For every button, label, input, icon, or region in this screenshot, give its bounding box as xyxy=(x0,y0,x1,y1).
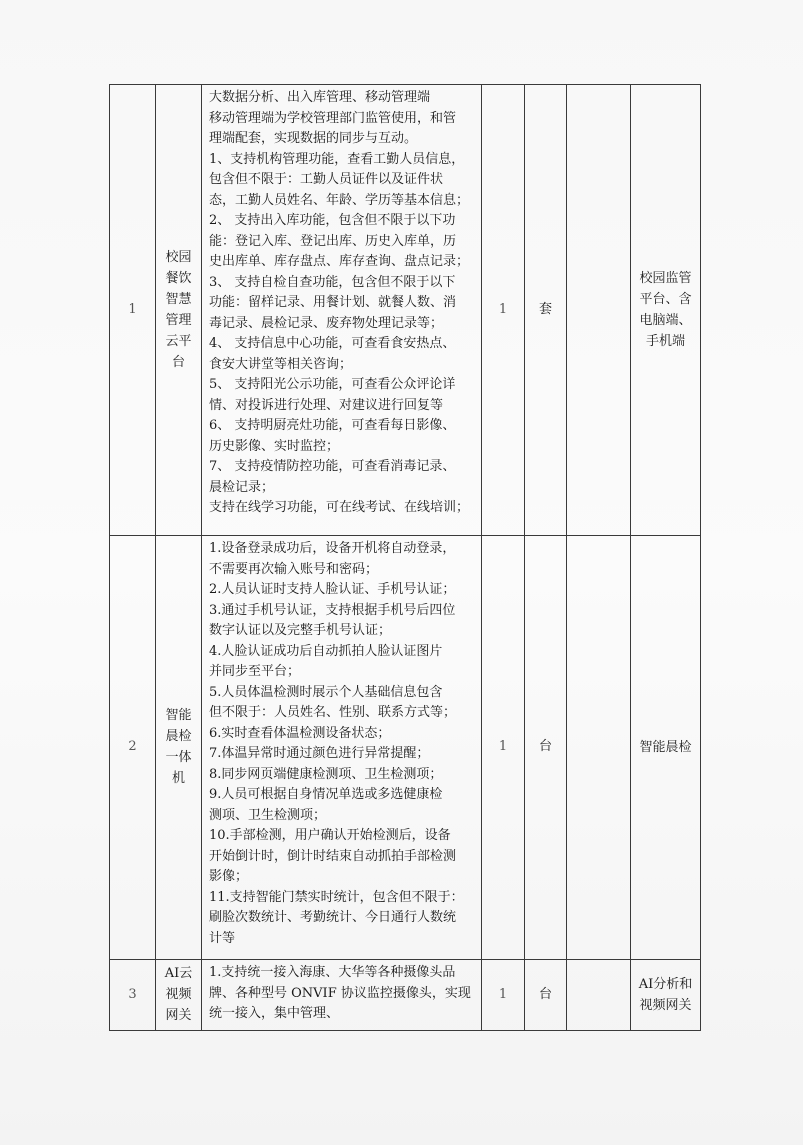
item-number: 3 xyxy=(110,960,156,1031)
description-line: 测项、卫生检测项； xyxy=(209,807,327,823)
item-remark: 校园监管平台、含电脑端、手机端 xyxy=(639,270,692,349)
description-line: 食安大讲堂等相关咨询； xyxy=(209,356,353,372)
description-line: 1.支持统一接入海康、大华等各种摄像头品 xyxy=(209,965,456,980)
description-line: 统一接入，集中管理、 xyxy=(209,1006,340,1021)
item-number: 1 xyxy=(110,85,156,536)
description-line: 5.人员体温检测时展示个人基础信息包含 xyxy=(209,684,443,700)
empty-cell xyxy=(567,85,631,536)
item-name: 校园餐饮智慧管理云平台 xyxy=(165,249,192,370)
table-row xyxy=(110,960,701,1031)
description-line: 计等 xyxy=(209,930,236,946)
description-line: 毒记录、晨检记录、废弃物处理记录等； xyxy=(209,315,444,331)
description-line: 但不限于：人员姓名、性别、联系方式等； xyxy=(209,705,457,720)
description-line: 6、 支持明厨亮灶功能，可查看每日影像、 xyxy=(209,418,456,433)
item-name-cell xyxy=(156,85,202,536)
item-description xyxy=(202,85,482,536)
description-line: 10.手部检测，用户确认开始检测后，设备 xyxy=(209,828,451,843)
item-unit: 台 xyxy=(525,960,567,1031)
description-line: 11.支持智能门禁实时统计，包含但不限于： xyxy=(209,889,464,905)
description-line: 并同步至平台； xyxy=(209,664,301,679)
item-quantity: 1 xyxy=(482,536,525,960)
description-line: 史出库单、库存盘点、库存查询、盘点记录； xyxy=(209,254,470,269)
description-line: 历史影像、实时监控； xyxy=(209,438,340,454)
description-line: 5、 支持阳光公示功能，可查看公众评论详 xyxy=(209,377,456,392)
description-line: 包含但不限于：工勤人员证件以及证件状 xyxy=(209,172,444,187)
description-line: 移动管理端为学校管理部门监管使用，和管 xyxy=(209,110,457,126)
description-line: 数字认证以及完整手机号认证； xyxy=(209,623,392,638)
description-line: 支持在线学习功能，可在线考试、在线培训； xyxy=(209,500,470,515)
description-line: 态，工勤人员姓名、年龄、学历等基本信息； xyxy=(209,192,470,208)
item-number: 2 xyxy=(110,536,156,960)
description-line: 4.人脸认证成功后自动抓拍人脸认证图片 xyxy=(209,643,443,659)
empty-cell xyxy=(567,536,631,960)
item-remark-cell xyxy=(631,536,701,960)
description-line: 影像； xyxy=(209,869,249,884)
description-line: 9.人员可根据自身情况单选或多选健康检 xyxy=(209,787,443,802)
item-name-cell xyxy=(156,960,202,1031)
description-line: 2.人员认证时支持人脸认证、手机号认证； xyxy=(209,582,456,597)
item-quantity: 1 xyxy=(482,960,525,1031)
item-name-cell xyxy=(156,536,202,960)
table-row xyxy=(110,536,701,960)
description-line: 刷脸次数统计、考勤统计、今日通行人数统 xyxy=(209,910,457,925)
specification-table xyxy=(109,84,701,1031)
description-line: 情、对投诉进行处理、对建议进行回复等 xyxy=(209,397,444,413)
item-name: 智能晨检一体机 xyxy=(165,708,192,787)
description-line: 7.体温异常时通过颜色进行异常提醒； xyxy=(209,746,430,761)
item-remark-cell xyxy=(631,85,701,536)
description-line: 牌、各种型号 ONVIF 协议监控摄像头，实现 xyxy=(209,985,471,1001)
item-name: AI云视频网关 xyxy=(164,966,193,1024)
description-line: 4、 支持信息中心功能，可查看食安热点、 xyxy=(209,336,456,351)
description-line: 2、 支持出入库功能，包含但不限于以下功 xyxy=(209,213,456,228)
item-remark-cell xyxy=(631,960,701,1031)
description-line: 6.实时查看体温检测设备状态； xyxy=(209,725,391,741)
description-line: 能：登记入库、登记出库、历史入库单，历 xyxy=(209,233,457,249)
description-line: 大数据分析、出入库管理、移动管理端 xyxy=(209,90,431,105)
description-line: 晨检记录； xyxy=(209,479,275,495)
item-description xyxy=(202,960,482,1031)
item-remark: 智能晨检 xyxy=(639,739,692,755)
item-unit: 套 xyxy=(525,85,567,536)
item-quantity: 1 xyxy=(482,85,525,536)
description-line: 1.设备登录成功后，设备开机将自动登录， xyxy=(209,541,456,556)
description-line: 开始倒计时，倒计时结束自动抓拍手部检测 xyxy=(209,848,457,864)
item-unit: 台 xyxy=(525,536,567,960)
empty-cell xyxy=(567,960,631,1031)
description-line: 3.通过手机号认证，支持根据手机号后四位 xyxy=(209,602,456,618)
description-line: 7、 支持疫情防控功能，可查看消毒记录、 xyxy=(209,459,456,474)
item-remark: AI分析和视频网关 xyxy=(638,976,693,1013)
description-line: 1、支持机构管理功能，查看工勤人员信息， xyxy=(209,151,465,167)
table-row xyxy=(110,85,701,536)
item-description xyxy=(202,536,482,960)
description-line: 8.同步网页端健康检测项、卫生检测项； xyxy=(209,766,443,782)
description-line: 功能：留样记录、用餐计划、就餐人数、消 xyxy=(209,295,457,310)
description-line: 3、 支持自检自查功能，包含但不限于以下 xyxy=(209,274,456,290)
description-line: 不需要再次输入账号和密码； xyxy=(209,561,379,577)
description-line: 理端配套，实现数据的同步与互动。 xyxy=(209,131,418,146)
